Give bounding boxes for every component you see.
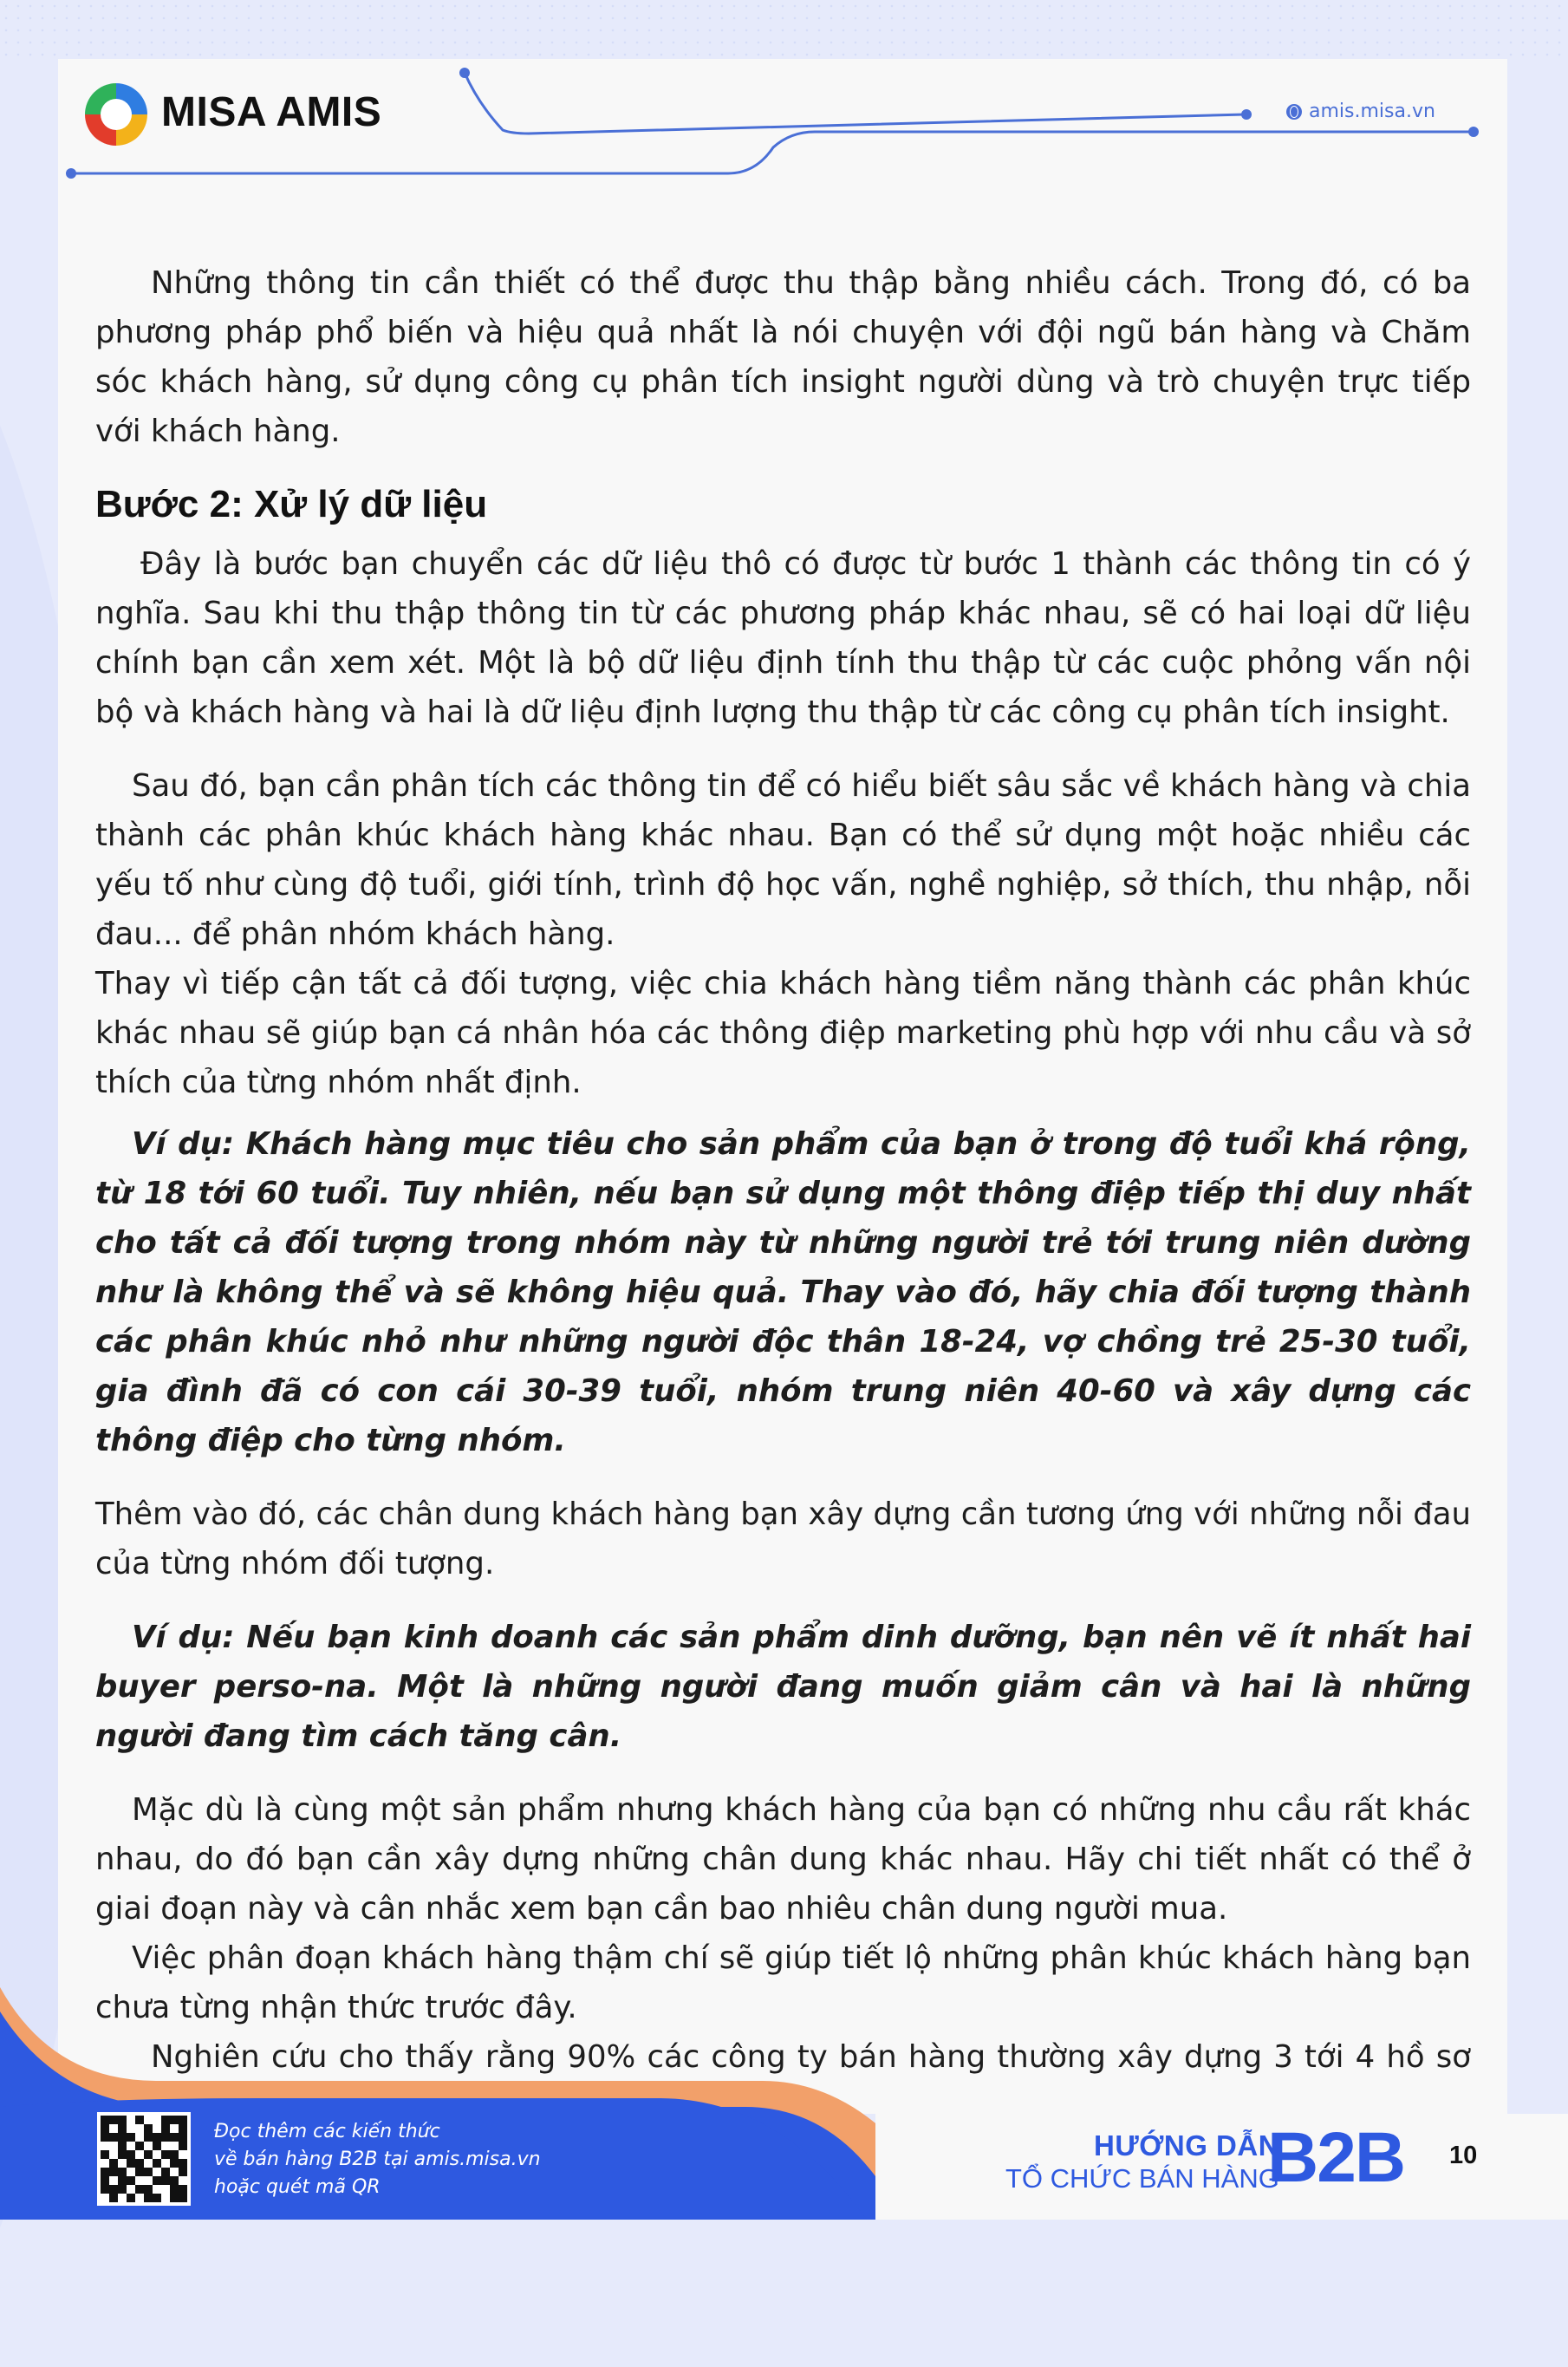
paragraph-segmentation: Sau đó, bạn cần phân tích các thông tin để có hiểu biết sâu sắc về khách hàng và chia thành các phân khúc khách hàng khác nhau. Bạn có thể sử dụng một hoặc nhiều các yếu tố như cùng độ tuổi, giới tính, trình độ học vấn, nghề nghiệp, sở thích, thu nhập, nỗi đau... để phân nhóm khách hàng.	[95, 768, 1471, 952]
page-number: 10	[1449, 2142, 1478, 2169]
footer-note-line3: hoặc quét mã QR	[214, 2176, 381, 2198]
misa-logo-icon	[85, 83, 147, 146]
paragraph-hidden-segments: Việc phân đoạn khách hàng thậm chí sẽ giúp tiết lộ những phân khúc khách hàng bạn chưa từng nhận thức trước đây.	[95, 1940, 1471, 2025]
example-age-groups: Ví dụ: Khách hàng mục tiêu cho sản phẩm của bạn ở trong độ tuổi khá rộng, từ 18 tới 60 tuổi. Tuy nhiên, nếu bạn sử dụng một thông điệp tiếp thị duy nhất cho tất cả đối tượng trong nhóm này từ những người trẻ tới trung niên dường như là không thể và sẽ không hiệu quả. Thay vào đó, hãy chia đối tượng thành các phân khúc nhỏ như những người độc thân 18-24, vợ chồng trẻ 25-30 tuổi, gia đình đã có con cái 30-39 tuổi, nhóm trung niên 40-60 và xây dựng các thông điệp cho từng nhóm.	[95, 1126, 1471, 1458]
guide-title-bottom: TỔ CHỨC BÁN HÀNG	[1005, 2163, 1279, 2194]
guide-title-top: HƯỚNG DẪN	[1094, 2129, 1280, 2162]
paragraph-intro: Những thông tin cần thiết có thể được thu thập bằng nhiều cách. Trong đó, có ba phương pháp phổ biến và hiệu quả nhất là nói chuyện với đội ngũ bán hàng và Chăm sóc khách hàng, sử dụng công cụ phân tích insight người dùng và trò chuyện trực tiếp với khách hàng.	[95, 265, 1471, 449]
section-heading: Bước 2: Xử lý dữ liệu	[95, 483, 488, 525]
article-body	[95, 258, 1471, 2131]
site-url-text: amis.misa.vn	[1309, 101, 1435, 122]
brand-logo-text: MISA AMIS	[161, 89, 382, 135]
footer-note-line1: Đọc thêm các kiến thức	[214, 2121, 440, 2142]
qr-code[interactable]	[97, 2112, 191, 2206]
footer-note	[214, 2118, 541, 2201]
paragraph-research-stat: Nghiên cứu cho thấy rằng 90% các công ty bán hàng thường xây dựng 3 tới 4 hồ sơ	[151, 2039, 1471, 2075]
paragraph-personalization: Thay vì tiếp cận tất cả đối tượng, việc chia khách hàng tiềm năng thành các phân khúc khác nhau sẽ giúp bạn cá nhân hóa các thông điệp marketing phù hợp với nhu cầu và sở thích của từng nhóm nhất định.	[95, 966, 1471, 1100]
paragraph-step2-overview: Đây là bước bạn chuyển các dữ liệu thô có được từ bước 1 thành các thông tin có ý nghĩa. Sau khi thu thập thông tin từ các phương pháp khác nhau, sẽ có hai loại dữ liệu chính bạn cần xem xét. Một là bộ dữ liệu định tính thu thập từ các cuộc phỏng vấn nội bộ và khách hàng và hai là dữ liệu định lượng thu thập từ các công cụ phân tích insight.	[95, 546, 1471, 730]
paragraph-pain-points: Thêm vào đó, các chân dung khách hàng bạn xây dựng cần tương ứng với những nỗi đau của từng nhóm đối tượng.	[95, 1496, 1471, 1581]
footer-note-line2: về bán hàng B2B tại amis.misa.vn	[214, 2149, 541, 2170]
example-nutrition: Ví dụ: Nếu bạn kinh doanh các sản phẩm dinh dưỡng, bạn nên vẽ ít nhất hai buyer perso-na. Một là những người đang muốn giảm cân và hai là những người đang tìm cách tăng cân.	[95, 1620, 1471, 1754]
globe-icon	[1286, 104, 1302, 120]
site-url[interactable]	[1286, 101, 1435, 122]
guide-title-b2b: B2B	[1267, 2118, 1405, 2197]
page-header	[0, 0, 1568, 191]
paragraph-different-needs: Mặc dù là cùng một sản phẩm nhưng khách hàng của bạn có những nhu cầu rất khác nhau, do đó bạn cần xây dựng những chân dung khác nhau. Hãy chi tiết nhất có thể ở giai đoạn này và cân nhắc xem bạn cần bao nhiêu chân dung người mua.	[95, 1792, 1471, 1927]
